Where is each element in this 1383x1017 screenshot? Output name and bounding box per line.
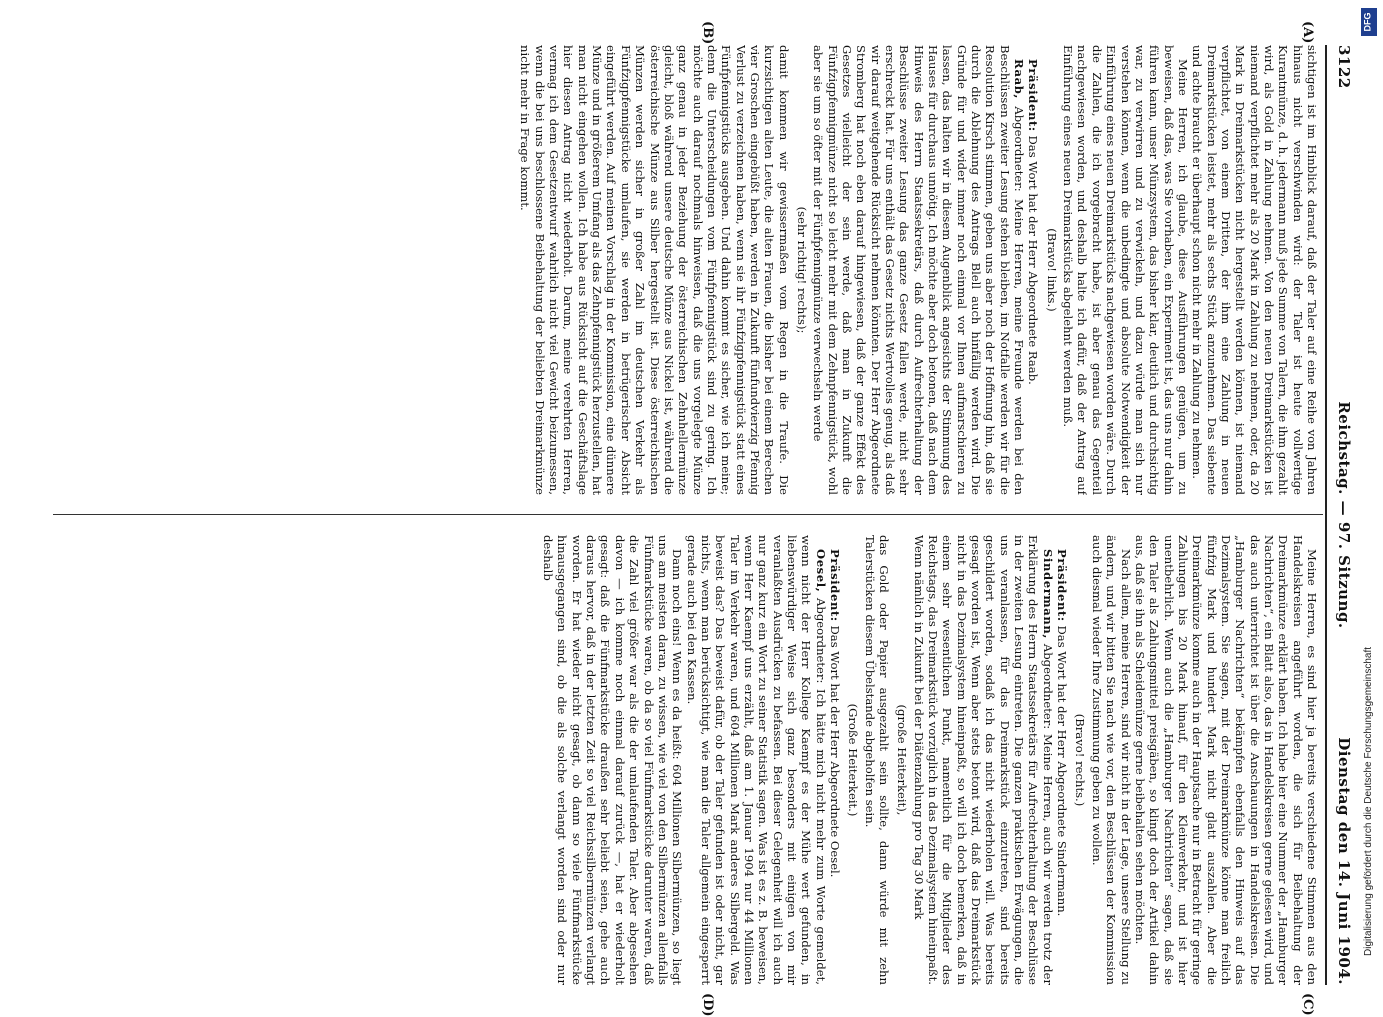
header-rule <box>1325 45 1327 985</box>
dfg-logo-text: DFG <box>1362 12 1373 32</box>
speaker-label: Sindermann, <box>1040 549 1055 640</box>
president-statement <box>828 535 842 985</box>
page-title: Reichstag. — 97. Sitzung. <box>1335 401 1353 629</box>
paragraph: Nach allem, meine Herren, sind wir nicht in der Lage, unsere Stellung zu ändern, und wir bitten Sie nach wie vor, den Beschlüssen der Kommission auch diesmal wieder Ihre Zustimmung geben zu wollen. <box>1089 535 1133 985</box>
speech-text: Abgeordneter: Ich hätte mich nicht mehr zum Worte gemeldet, wenn nicht der Herr Kollege Kaempf es der Mühe wert gefunden, in liebenswürdiger Weise sich ganz besonders mit einigen von mir veranlaßten Ausdrücken zu befassen. Bei dieser Gelegenheit will ich auch nur ganz kurz ein Wort zu seiner Statistik sagen. Was ist es z. B. beweisen, wenn Herr Kaempf uns erzählt, daß am 1. Januar 1904 nur 44 Millionen Taler im Verkehr waren, und 604 Millionen Mark anderes Silbergeld. Was beweist das? Das beweist dafür, ob der Taler gefunden ist oder nicht, gar nichts, wenn man berücksichtigt, wie man die Taler allgemein eingesperrt gerade auch bei den Kassen. <box>684 535 828 985</box>
statement-text: Das Wort hat der Herr Abgeordnete Sindermann. <box>1055 625 1070 917</box>
newspaper-page <box>45 21 1355 1017</box>
applause-note: (sehr richtig! rechts); <box>794 206 809 334</box>
page-date: Dienstag den 14. Juni 1904. <box>1335 737 1353 985</box>
margin-marker-b: (B) <box>700 21 715 45</box>
margin-marker-a: (A) <box>1300 21 1315 44</box>
speech <box>811 45 1026 495</box>
speaker-label: Präsident: <box>1055 549 1070 622</box>
digitization-note: Digitalisierung gefördert durch die Deutsche Forschungsgemeinschaft <box>1363 646 1374 956</box>
speech <box>911 535 1054 985</box>
speaker-label: Oesel, <box>813 549 828 593</box>
speaker-label: Raab, <box>1012 59 1027 100</box>
column-divider <box>53 514 1323 515</box>
margin-marker-d: (D) <box>700 993 715 1017</box>
laughter-note: (Große Heiterkeit.) <box>846 703 861 817</box>
page-header <box>1329 45 1355 985</box>
statement-text: Das Wort hat der Herr Abgeordnete Raab. <box>1026 135 1041 385</box>
paragraph: Dann noch eins! Wenn es da heißt: 604 Millionen Silbermünzen, so liegt uns am meisten daran, zu wissen, wie viel von den Silbermünzen allenfalls Fünfmarkstücke waren, ob da so viel Fünfmarkstücke darunter waren, daß die Zahl viel größer war als die der umlaufenden Taler. Aber abgesehen davon — ich komme noch einmal darauf zurück —, hat er wiederholt gesagt: daß die Fünfmarkstücke draußen sehr beliebt seien, gehe auch daraus hervor, daß in der letzten Zeit so viel Reichssilbermünzen verlangt worden. Er hat wieder nicht gesagt, ob dann so viele Fünfmarkstücke hinausgegangen sind, ob die als solche verlangt worden sind oder nur deshalb <box>541 535 685 985</box>
speech-text: Abgeordneter: Meine Herren, auch wir werden trotz der Erklärung des Herrn Staatssekretärs für Aufrechterhaltung der Beschlüsse in der zweiten Lesung eintreten. Die ganzen praktischen Erwägungen, die uns veranlassen, für das Dreimarkstück einzutreten, sind bereits geschildert worden, sodaß ich das nicht wiederholen will. Was bereits gesagt worden ist, Wenn aber stets betont wird, daß das Dreimarkstück nicht in das Dezimalsystem hineinpaßt, so will ich doch bemerken, daß in einem sehr wesentlichen Punkt, namentlich für die Mitglieder des Reichstags, das Dreimarkstück vorzüglich in das Dezimalsystem hineinpaßt. Wenn nämlich in Zukunft bei der Diätenzahlung pro Tag 30 Mark <box>911 535 1055 985</box>
paragraph: Meine Herren, es sind hier ja bereits verschiedene Stimmen aus den Handelskreisen angeführt worden, die sich für Beibehaltung der Dreimarkmünze erklärt haben. Ich habe hier eine Nummer der „Hamburger Nachrichten“, ein Blatt also, das in Handelskreisen gerne gelesen wird, und das auch unterrichtet ist über die Anschauungen in Handelskreisen. Die „Hamburger Nachrichten“ bekämpfen ebenfalls den Hinweis auf das Dezimalsystem. Sie sagen, mit der Dreimarkmünze könne man freilich fünfzig Mark und hundert Mark nicht glatt auszahlen. Aber die Dreimarkmünze komme auch in der Hauptsache nur in Betracht für geringe Zahlungen bis 20 Mark hinauf, für den Kleinverkehr, und ist hier unentbehrlich. Wenn auch die „Hamburger Nachrichten“ sagen, daß sie den Taler als Zahlungsmittel preisgäben, so klingt doch der Artikel dahin aus, daß sie ihn als Scheidemünze gerne beibehalten sehen möchten. <box>1132 535 1319 985</box>
statement-text: Das Wort hat der Herr Abgeordnete Oesel. <box>828 625 842 878</box>
speech-text: Abgeordneter: Meine Herren, meine Freunde werden bei den Beschlüssen zweiter Lesung stehen bleiben, im Notfalle werden wir für die Resolution Kirsch stimmen, geben uns aber noch der Hoffnung hin, daß sie durch die Ablehnung des Antrags Blell auch hinfällig werden wird. Die Gründe für und wider immer noch einmal vor Ihnen aufmarschieren zu lassen, das halten wir in diesem Augenblick angesichts der Stimmung des Hauses für durchaus unnötig. Ich möchte aber doch betonen, daß nach dem Hinweis des Herrn Staatssekretärs, daß durch Aufrechterhaltung der Beschlüsse zweiter Lesung das ganze Gesetz fallen werde, nicht sehr erschreckt hat. Für uns enthält das Gesetz nichts Wertvolles genug, als daß wir darauf weitgehende Rücksicht nehmen könnten. Der Herr Abgeordnete Stromberg hat noch eben darauf hingewiesen, daß der ganze Effekt des Gesetzes vielleicht der sein werde, daß man in Zukunft die Fünfzigpfennigmünze nicht so leicht mehr mit dem Zehnpfennigstück, wohl aber sie um so öfter mit der Fünfpfennigmünze verwechseln werde <box>811 45 1027 495</box>
margin-marker-c: (C) <box>1300 993 1315 1016</box>
paragraph: damit kommen wir gewissermaßen vom Regen in die Traufe. Die kurzsichtigen alten Leute, die alten Frauen, die bisher bei einem Berechen vier Groschen eingebüßt haben, werden in Zukunft fünfundvierzig Pfennig Verlust zu verzeichnen haben, wenn sie ihr Fünfzigpfennigstück statt eines Fünfpfennigstücks ausgeben. Und dahin kommt es sicher, wie ich meine; denn die Unterscheidungen vom Fünfpfennigstück sind zu gering. Ich möchte auch darauf nochmals hinweisen, daß die uns vorgelegte Münze ganz genau in jeder Beziehung der österreichischen Zehnhellermünze gleicht, bloß während unsere deutsche Münze aus Nickel ist, während die österreichische Münze aus Silber hergestellt ist. Diese österreichischen Münzen werden sicher in großer Zahl im deutschen Verkehr als Fünfzigpfennigstücke umlaufen, sie werden in betrügerischer Absicht eingeführt werden. Auf meinen Vorschlag in der Kommission, eine dünnere Münze und in größerem Umfang als das Zehnpfennigstück herzustellen, hat man nicht eingehen wollen. Ich habe aus Rücksicht auf die Geschäftslage hier diesen Antrag nicht wiederholt. Darum, meine verehrten Herren, vermag ich dem Gesetzentwurf wahrlich nicht viel Gewicht beizumessen, wenn die bei uns beschlossene Beibehaltung der beliebten Dreimarkmünze nicht mehr in Frage kommt. <box>518 45 791 495</box>
page-number: 3122 <box>1335 45 1353 89</box>
speaker-label: Präsident: <box>828 549 842 622</box>
left-column <box>57 45 1319 495</box>
speaker-label: Präsident: <box>1026 59 1041 132</box>
paragraph: sichtigen ist im Hinblick darauf, daß der Taler auf eine Reihe von Jahren hinaus nicht verschwinden wird: der Taler ist heute vollwertige Kurantmünze, d. h. jedermann muß jede Summe von Talern, die ihm gezahlt wird, als Gold in Zahlung nehmen. Von den neuen Dreimarkstücken ist niemand verpflichtet mehr als 20 Mark in Zahlung zu nehmen, oder, da 20 Mark in Dreimarkstücken nicht hergestellt werden können, ist niemand verpflichtet, von einem Dritten, der ihm eine Zahlung in neuen Dreimarkstücken leistet, mehr als sechs Stück anzunehmen. Das siebente und achte braucht er überhaupt schon nicht mehr in Zahlung zu nehmen. <box>1190 45 1319 495</box>
digitization-strip <box>1358 0 1380 1000</box>
president-statement <box>1055 535 1069 985</box>
paragraph: das Gold oder Papier ausgezahlt sein sollte, dann würde mit zehn Talerstücken diesem Übelstande abgeholfen sein. <box>862 535 892 985</box>
president-statement <box>1026 45 1040 495</box>
laughter-note: (große Heiterkeit), <box>895 704 910 816</box>
applause-note: (Bravo! rechts.) <box>1073 713 1088 807</box>
speech <box>684 535 827 985</box>
paragraph: Meine Herren, ich glaube, diese Ausführungen genügen, um zu beweisen, daß das, was Sie vorhaben, ein Experiment ist, das uns nur dahin führen kann, unser Münzsystem, das bisher klar, deutlich und durchsichtig war, zu verwirren und zu verwickeln, und dazu würde man sich nur verstehen können, wenn die unbedingte und absolute Notwendigkeit der Einführung eines neuen Dreimarkstücks nachgewiesen worden wäre. Durch die Zahlen, die ich vorgebracht habe, ist aber genau das Gegenteil nachgewiesen worden, und deshalb halte ich dafür, daß der Antrag auf Einführung eines neuen Dreimarkstücks abgelehnt werden muß. <box>1061 45 1190 495</box>
applause-note: (Bravo! links.) <box>1044 228 1059 312</box>
right-column <box>57 535 1319 985</box>
